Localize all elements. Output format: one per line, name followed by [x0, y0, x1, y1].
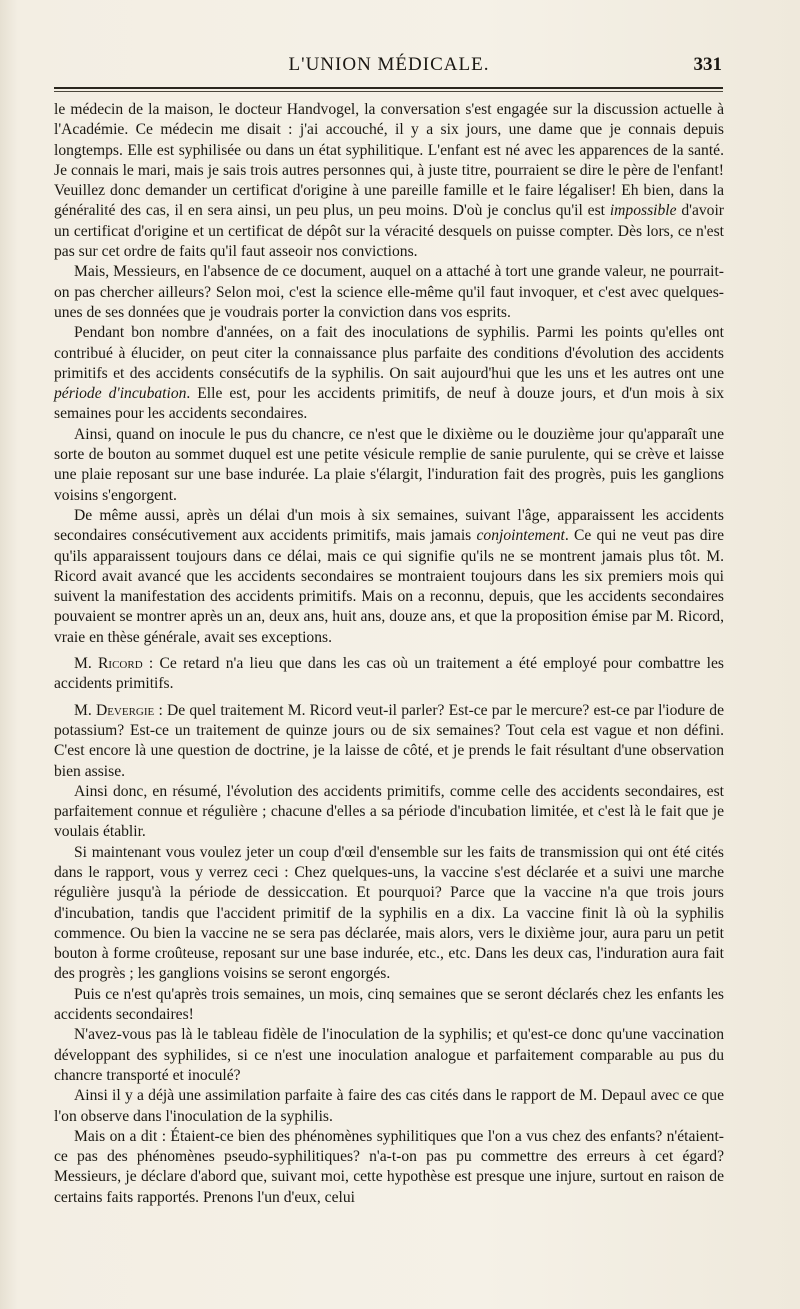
page-number: 331 — [693, 54, 722, 75]
paragraph — [54, 1086, 724, 1127]
paragraph-text: N'avez-vous pas là le tableau fidèle de l'inoculation de la syphilis; et qu'est-ce donc qu'une vaccination développant des syphilides, si ce n'est une inoculation analogue et parfaitement comparable au pus du chancre transporté et inoculé? — [54, 1026, 724, 1084]
paragraph — [54, 1127, 724, 1208]
header-rule — [54, 87, 723, 89]
paragraph-text: Ainsi, quand on inocule le pus du chancre, ce n'est que le dixième ou le douzième jour qu'apparaît une sorte de bouton au sommet duquel est une petite vésicule remplie de sanie purulente, qui se crève et laisse une plaie reposant sur une base indurée. La plaie s'élargit, l'induration fait des progrès, puis les ganglions voisins s'engorgent. — [54, 425, 724, 504]
paragraph-text: Ainsi il y a déjà une assimilation parfaite à faire des cas cités dans le rapport de M. Depaul avec ce que l'on observe dans l'inoculation de la syphilis. — [54, 1087, 724, 1125]
paragraph-text: Pendant bon nombre d'années, on a fait des inoculations de syphilis. Parmi les points qu'elles ont contribué à élucider, on peut citer la connaissance plus parfaite des conditions d'évolution des accidents primitifs et des accidents consécutifs de la syphilis. On sait aujourd'hui que les uns et les autres ont une — [54, 324, 724, 382]
paragraph — [54, 654, 724, 695]
paragraph-text: Puis ce n'est qu'après trois semaines, un mois, cinq semaines que se seront déclarés chez les enfants les accidents secondaires! — [54, 985, 724, 1024]
article-body — [54, 100, 724, 1208]
paragraph-text: M. — [74, 655, 99, 673]
paragraph — [54, 701, 724, 782]
paragraph — [54, 843, 724, 985]
paragraph — [54, 985, 724, 1026]
paragraph-text: Mais on a dit : Étaient-ce bien des phénomènes syphilitiques que l'on a vus chez des enfants? n'étaient-ce pas des phénomènes pseudo-syphilitiques? n'a-t-on pas pu commettre des erreurs à cet égard? Messieurs, je déclare d'abord que, suivant moi, cette hypothèse est presque une injure, surtout en raison de certains faits rapportés. Prenons l'un d'eux, celui — [54, 1127, 724, 1206]
paragraph-text: : Ce retard n'a lieu que dans les cas où un traitement a été employé pour combattre les accidents primitifs. — [54, 655, 724, 693]
emphasis-text: période d'incubation — [54, 385, 187, 403]
paragraph-text: De même aussi, après un délai d'un mois à six semaines, suivant l'âge, apparaissent les accidents secondaires consécutivement aux accidents primitifs, mais jamais — [54, 506, 724, 545]
header-rule-thin — [54, 91, 723, 92]
paragraph-text: : De quel traitement M. Ricord veut-il parler? Est-ce par le mercure? est-ce par l'iodure de potassium? Est-ce un traitement de quinze jours ou de six semaines? Tout cela est vague et non défini. C'est encore là une question de doctrine, je la laisse de côté, et je prends le fait résultant d'une observation bien assise. — [54, 701, 724, 780]
speaker-name: Ricord — [98, 655, 143, 673]
emphasis-text: impossible — [609, 202, 677, 220]
speaker-name: Devergie — [95, 701, 155, 719]
paragraph — [54, 425, 724, 506]
paragraph — [54, 100, 724, 262]
paragraph — [54, 782, 724, 843]
paragraph-text: . Ce qui ne veut pas dire qu'ils apparaissent toujours dans ce délai, mais ce qui signifie qu'ils ne se montrent jamais plus tôt. M. Ricord avait avancé que les accidents secondaires se montraient toujours dans les six premiers mois qui suivent la manifestation des accidents primitifs. Mais on a reconnu, depuis, que les accidents secondaires pouvaient se montrer après un an, deux ans, huit ans, douze ans, et que la proposition émise par M. Ricord, vraie en thèse générale, avait ses exceptions. — [54, 527, 724, 646]
paragraph — [54, 1025, 724, 1086]
paragraph — [54, 323, 724, 424]
paragraph-text: M. — [74, 701, 96, 719]
paragraph-text: d'avoir un certificat d'origine et un certificat de dépôt sur la véracité desquels on puisse compter. Dès lors, ce n'est pas sur cet ordre de faits qu'il faut asseoir nos convictions. — [54, 202, 725, 261]
page-header — [56, 52, 722, 82]
paragraph-text: . Elle est, pour les accidents primitifs, de neuf à douze jours, et d'un mois à six semaines pour les accidents secondaires. — [54, 385, 724, 423]
paragraph — [54, 506, 724, 648]
paragraph-text: Mais, Messieurs, en l'absence de ce document, auquel on a attaché à tort une grande valeur, ne pourrait-on pas chercher ailleurs? Selon moi, c'est la science elle-même qu'il faut invoquer, et c'est avec quelques-unes de ses données que je voudrais porter la conviction dans vos esprits. — [54, 263, 724, 321]
running-title: L'UNION MÉDICALE. — [288, 54, 490, 75]
paragraph — [54, 262, 724, 323]
paragraph-text: Si maintenant vous voulez jeter un coup d'œil d'ensemble sur les faits de transmission qui ont été cités dans le rapport, vous y verrez ceci : Chez quelques-uns, la vaccine s'est déclarée et a suivi une marche régulière jusqu'à la période de dessiccation. Et pourquoi? Parce que la vaccine n'a que trois jours d'incubation, tandis que l'accident primitif de la syphilis en a dix. La vaccine finit là où la syphilis commence. Ou bien la vaccine ne se sera pas déclarée, mais alors, vers le dixième jour, aura paru un petit bouton à forme croûteuse, reposant sur une base indurée, etc., etc. Dans les deux cas, l'induration aura fait des progrès ; les ganglions voisins se seront engorgés. — [54, 843, 724, 983]
paragraph-text: le médecin de la maison, le docteur Handvogel, la conversation s'est engagée sur la discussion actuelle à l'Académie. Ce médecin me disait : j'ai accouché, il y a six jours, une dame que je connais depuis longtemps. Elle est syphilisée ou dans un état syphilitique. L'enfant est né avec les apparences de la santé. Je connais le mari, mais je sais trois autres personnes qui, à juste titre, pourraient se dire le père de l'enfant! Veuillez donc demander un certificat d'origine à une pareille famille et le faire légaliser! Eh bien, dans la généralité des cas, il en sera ainsi, un peu plus, un peu moins. D'où je conclus qu'il est — [54, 101, 724, 220]
emphasis-text: conjointement — [476, 527, 565, 545]
paragraph-text: Ainsi donc, en résumé, l'évolution des accidents primitifs, comme celle des accidents secondaires, est parfaitement connue et régulière ; chacune d'elles a sa période d'incubation limitée, et c'est là le fait que je voulais établir. — [54, 782, 724, 841]
